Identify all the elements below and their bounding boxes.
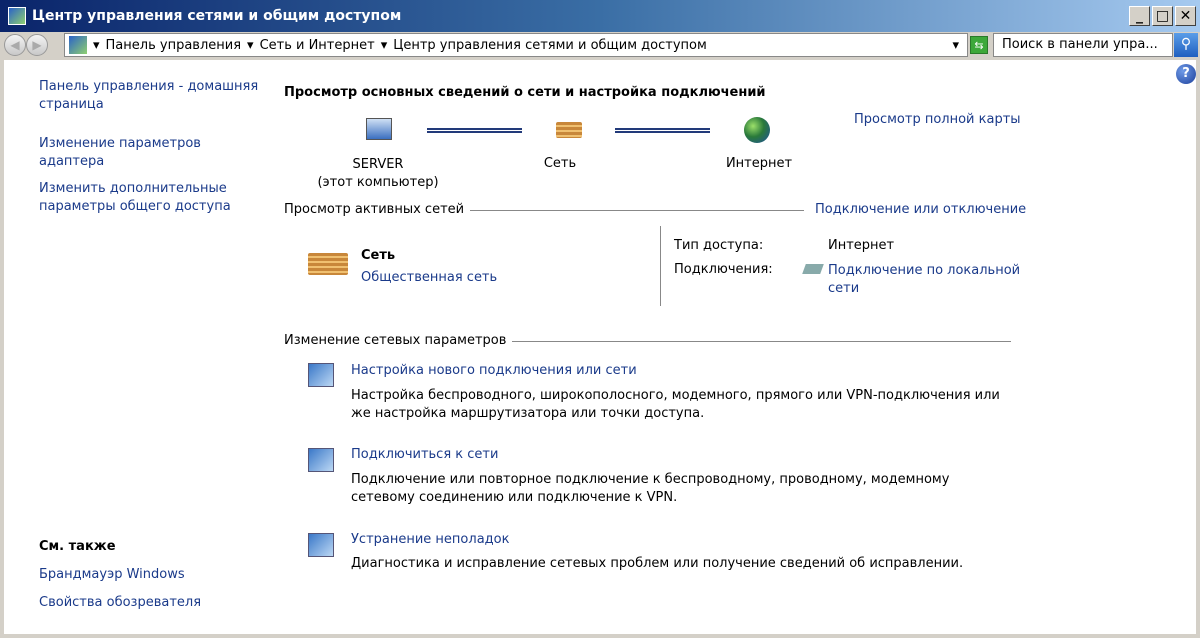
full-map-link[interactable]: Просмотр полной карты [854,112,1021,127]
refresh-icon[interactable]: ⇆ [970,36,988,54]
chevron-down-icon[interactable]: ▾ [247,37,254,53]
search-input[interactable]: Поиск в панели упра... [993,33,1173,57]
maximize-button[interactable]: □ [1152,6,1173,26]
network-center-icon [8,7,26,25]
forward-button[interactable]: ▶ [26,34,48,56]
breadcrumb-item[interactable]: Сеть и Интернет [259,37,375,53]
network-type-link[interactable]: Общественная сеть [361,270,498,285]
window-title: Центр управления сетями и общим доступом [32,8,402,24]
connect-network-icon [308,448,334,472]
computer-label [308,156,448,192]
change-settings-heading: Изменение сетевых параметров [284,333,512,348]
sidebar-home-link[interactable]: Панель управления - домашняя страница [39,79,259,112]
active-network-name: Сеть [361,248,396,263]
new-connection-icon [308,363,334,387]
connection-line [427,128,522,133]
close-button[interactable]: ✕ [1175,6,1196,26]
task-troubleshoot-link[interactable]: Устранение неполадок [351,532,510,547]
see-also-heading: См. также [39,539,116,554]
access-type-value: Интернет [828,238,895,253]
active-networks-heading: Просмотр активных сетей [284,202,470,217]
task-setup-desc: Настройка беспроводного, широкополосного, модемного, прямого или VPN-подключения или же настройка маршрутизатора или точки доступа. [351,388,1000,421]
internet-label: Интернет [725,156,793,171]
computer-sub: (этот компьютер) [317,175,439,190]
firewall-link[interactable]: Брандмауэр Windows [39,567,185,582]
content-area [4,60,1196,634]
search-icon[interactable]: ⚲ [1174,33,1198,57]
history-dropdown-icon[interactable]: ▾ [952,37,959,53]
minimize-button[interactable]: _ [1129,6,1150,26]
divider [484,341,1011,342]
breadcrumb-item[interactable]: Центр управления сетями и общим доступом [393,37,707,53]
troubleshoot-icon [308,533,334,557]
back-button[interactable]: ◀ [4,34,26,56]
lan-connection-link[interactable]: Подключение по локальной сети [828,263,1021,296]
access-type-label: Тип доступа: [674,238,764,253]
page-title: Просмотр основных сведений о сети и настройка подключений [284,85,766,100]
network-label: Сеть [543,156,577,171]
help-icon[interactable]: ? [1176,64,1196,84]
breadcrumb-item[interactable]: Панель управления [105,37,242,53]
network-bench-icon [556,122,582,138]
internet-globe-icon [744,117,770,143]
connect-disconnect-link[interactable]: Подключение или отключение [811,202,1026,217]
breadcrumb[interactable] [64,33,968,57]
task-connect-link[interactable]: Подключиться к сети [351,447,499,462]
sidebar-sharing-link[interactable]: Изменить дополнительные параметры общего доступа [39,181,231,214]
title-bar [0,0,1200,32]
computer-name: SERVER [352,157,404,172]
lan-connection-icon [802,264,824,274]
network-icon [69,36,87,54]
chevron-down-icon[interactable]: ▾ [93,37,100,53]
connection-line [615,128,710,133]
vertical-divider [660,226,661,306]
internet-options-link[interactable]: Свойства обозревателя [39,595,202,610]
chevron-down-icon[interactable]: ▾ [380,37,388,53]
task-setup-connection-link[interactable]: Настройка нового подключения или сети [351,363,637,378]
task-connect-desc: Подключение или повторное подключение к беспроводному, проводному, модемному сетевому соединению или подключение к VPN. [351,472,950,505]
connections-label: Подключения: [674,262,773,277]
computer-icon [366,118,392,140]
network-bench-icon [308,253,348,275]
task-troubleshoot-desc: Диагностика и исправление сетевых проблем или получение сведений об исправлении. [351,556,964,571]
address-bar [0,32,1200,58]
sidebar-adapter-link[interactable]: Изменение параметров адаптера [39,136,201,169]
